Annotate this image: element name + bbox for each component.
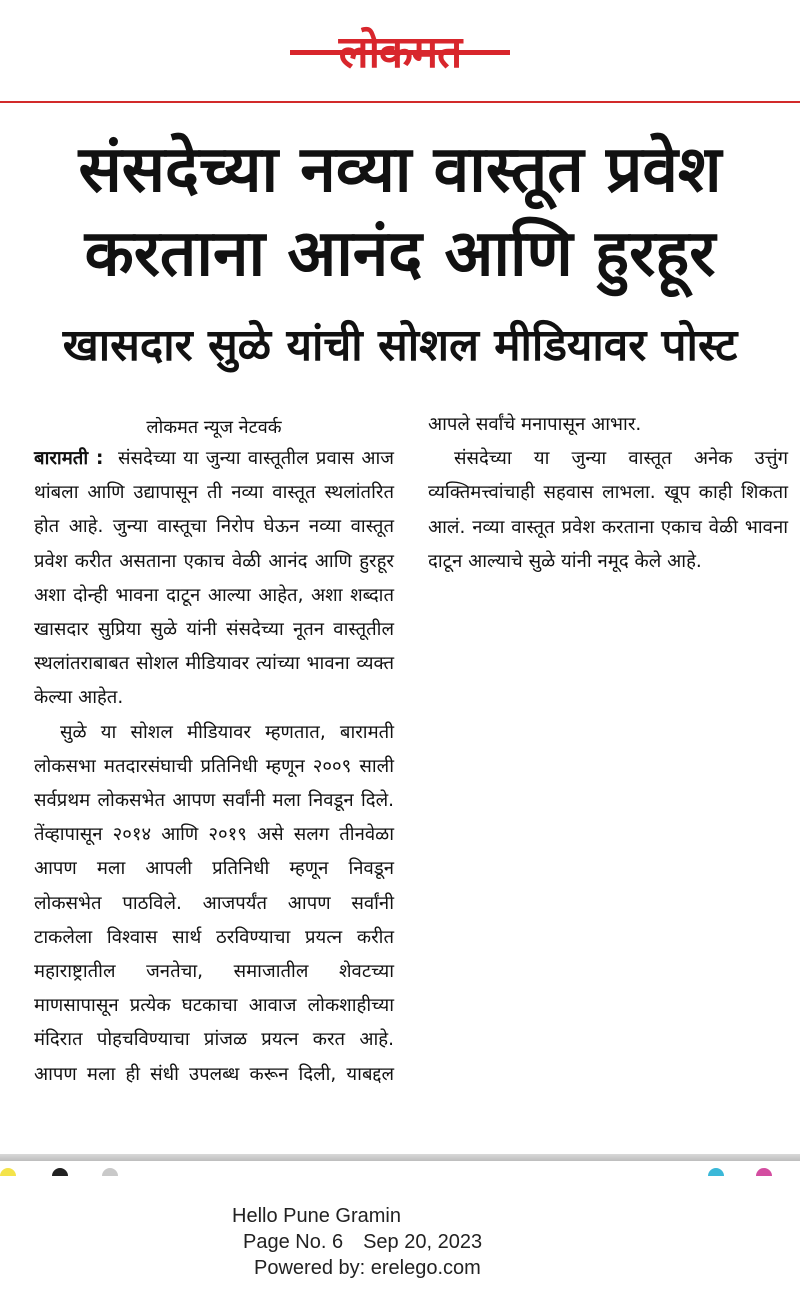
newspaper-logo: [290, 22, 510, 84]
registration-mark-icon: [102, 1168, 118, 1176]
print-registration-marks: [0, 1166, 800, 1176]
article-paragraph-1: [34, 442, 394, 716]
page-info: [243, 1231, 482, 1254]
byline: लोकमत न्यूज नेटवर्क: [146, 417, 282, 438]
article-paragraph-2: सुळे या सोशल मीडियावर म्हणतात, बारामती लोकसभा मतदारसंघाची प्रतिनिधी म्हणून २००९ साली सर्वप्रथम लोकसभेत आपण सर्वांनी मला निवडून दिले. तेंव्हापासून २०१४ आणि २०१९ असे सलग तीनवेळा आपण मला आपली प्रतिनिधी म्हणून निवडून लोकसभेत पाठविले. आजपर्यंत आपण सर्वांनी टाकलेला विश्वास सार्थ ठरविण्याचा प्रयत्न करीत महाराष्ट्रातील जनतेचा, समाजातील शेवटच्या माणसापासून प्रत्येक घटकाचा आवाज लोकशाहीच्या मंदिरात पोहचविण्याचा प्रांजळ प्रयत्न करत आहे. आपण मला ही संधी उपलब्ध करून दिली, याबद्दल: [34, 721, 394, 1085]
masthead: [0, 0, 800, 103]
registration-mark-icon: [708, 1168, 724, 1176]
publication-name: Hello Pune Gramin: [232, 1205, 401, 1227]
article-paragraph-2-continued: आपले सर्वांचे मनापासून आभार.: [428, 414, 642, 435]
registration-mark-icon: [756, 1168, 772, 1176]
powered-by: Powered by: erelego.com: [254, 1257, 481, 1279]
page-number: Page No. 6: [243, 1231, 344, 1253]
paragraph-1-text: संसदेच्या या जुन्या वास्तूतील प्रवास आज थांबला आणि उद्यापासून ती नव्या वास्तूत स्थलांतरित होत आहे. जुन्या वास्तूचा निरोप घेऊन नव्या वास्तूत प्रवेश करीत असताना एकाच वेळी आनंद आणि हुरहूर अशा दोन्ही भावना दाटून आल्या आहेत, अशा शब्दात खासदार सुप्रिया सुळे यांनी संसदेच्या नूतन वास्तूतील स्थलांतराबाबत सोशल मीडियावर त्यांच्या भावना व्यक्त केल्या आहेत.: [34, 448, 395, 709]
registration-mark-icon: [52, 1168, 68, 1176]
dateline: बारामती :: [34, 448, 104, 469]
headline-line-1: संसदेच्या नव्या वास्तूत प्रवेश: [78, 133, 722, 207]
logo-text: लोकमत: [338, 27, 462, 78]
article-paragraph-3: संसदेच्या या जुन्या वास्तूत अनेक उत्तुंग व्यक्तिमत्त्वांचाही सहवास लाभला. खूप काही शिकता आलं. नव्या वास्तूत प्रवेश करताना एकाच वेळी भावना दाटून आल्याचे सुळे यांनी नमूद केले आहे.: [428, 448, 788, 572]
subheading: खासदार सुळे यांची सोशल मीडियावर पोस्ट: [62, 320, 738, 371]
article-column-left: [34, 408, 394, 1092]
publication-date: Sep 20, 2023: [363, 1231, 483, 1253]
article-column-right: [428, 408, 788, 579]
page-separator: [0, 1154, 800, 1161]
headline-line-2: करताना आनंद आणि हुरहूर: [84, 217, 716, 291]
registration-mark-icon: [0, 1168, 16, 1176]
